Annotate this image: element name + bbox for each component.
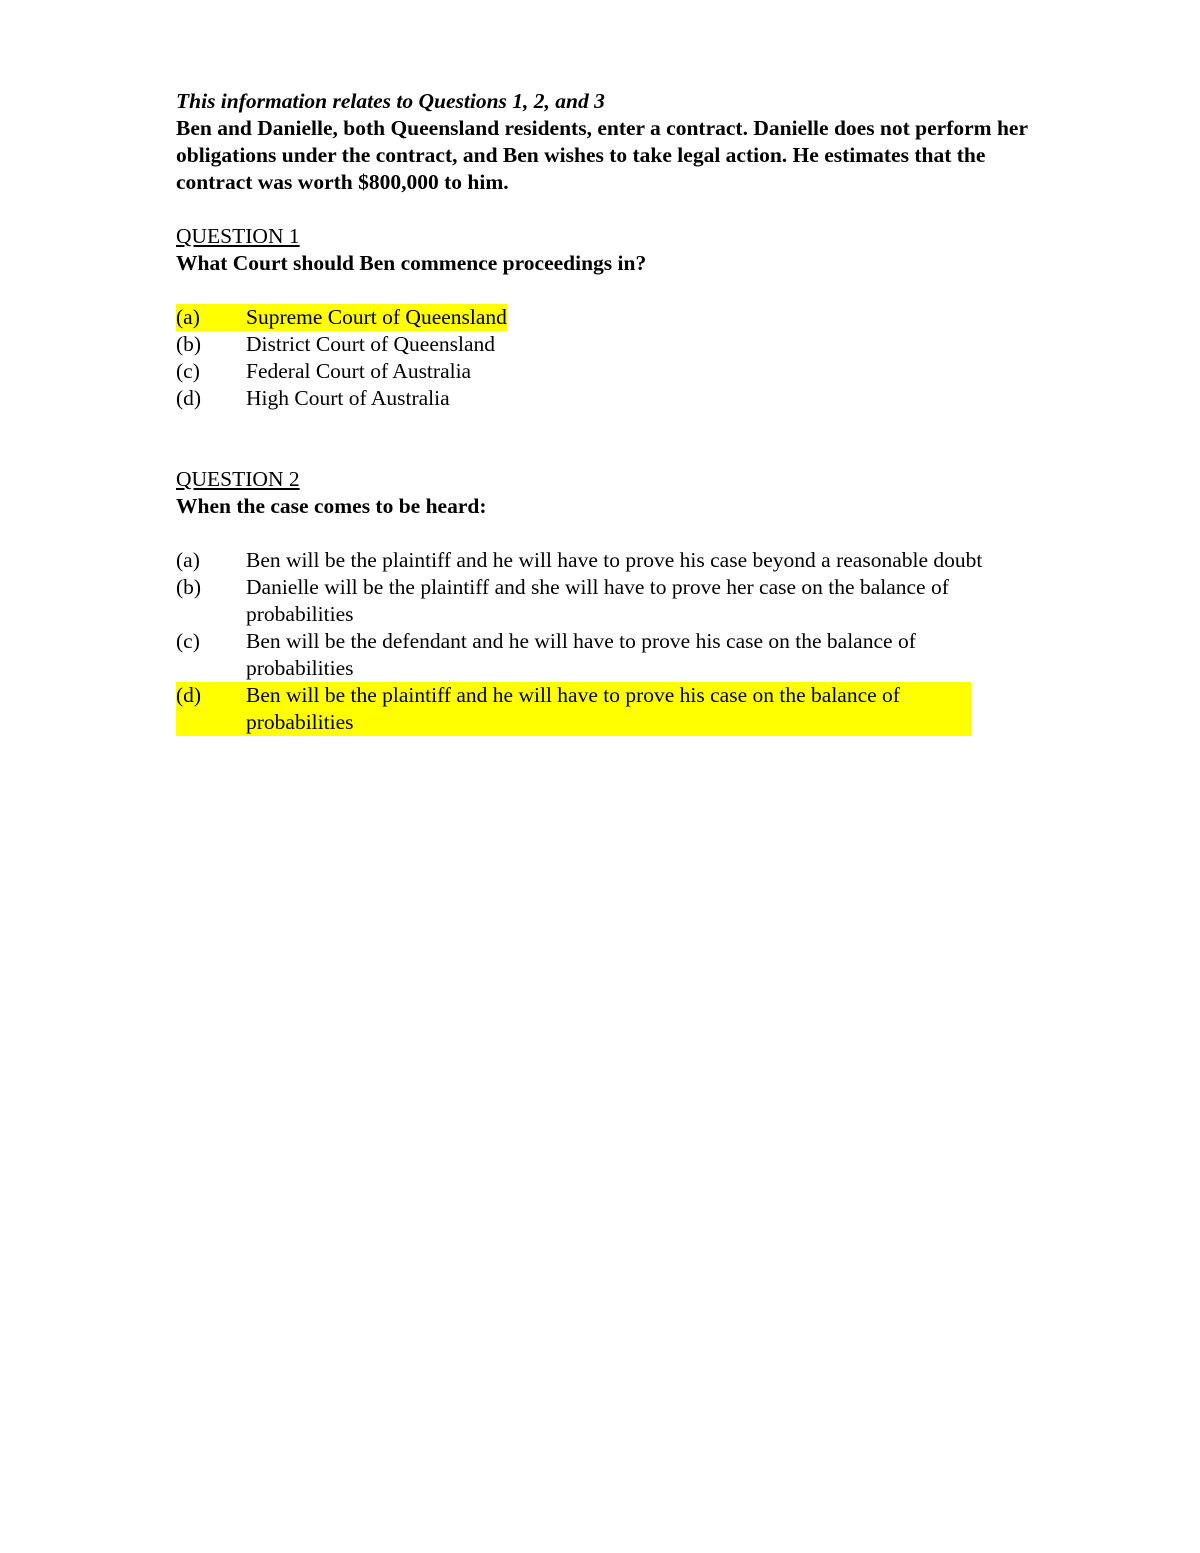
- option-label: (c): [176, 359, 200, 383]
- question-1-text: What Court should Ben commence proceedings in?: [176, 251, 647, 275]
- option-label: (c): [176, 629, 200, 653]
- question-1-option-a: [176, 304, 1036, 331]
- spacer: [176, 277, 1036, 304]
- option-label: (d): [176, 386, 202, 410]
- question-1-option-d: [176, 385, 1036, 412]
- answer-highlight: [176, 304, 507, 331]
- option-text: Federal Court of Australia: [246, 359, 472, 383]
- option-text: Ben will be the defendant and he will have to prove his case on the balance of probabilities: [246, 629, 916, 680]
- question-2: [176, 466, 1036, 736]
- option-text: Supreme Court of Queensland: [246, 305, 507, 329]
- question-2-option-c: [176, 628, 1036, 682]
- question-2-text: When the case comes to be heard:: [176, 494, 487, 518]
- question-1: [176, 223, 1036, 412]
- option-label: (b): [176, 575, 202, 599]
- spacer: [176, 412, 1036, 466]
- answer-highlight: [176, 682, 971, 736]
- option-text: Danielle will be the plaintiff and she will have to prove her case on the balance of probabilities: [246, 575, 949, 626]
- option-text: Ben will be the plaintiff and he will have to prove his case beyond a reasonable doubt: [246, 548, 983, 572]
- question-2-heading: QUESTION 2: [176, 467, 300, 491]
- option-text: Ben will be the plaintiff and he will have to prove his case on the balance of probabilities: [246, 683, 900, 734]
- question-1-option-c: [176, 358, 1036, 385]
- intro-title: This information relates to Questions 1, 2, and 3: [176, 89, 605, 113]
- document-content: [176, 88, 1036, 736]
- option-label: (a): [176, 305, 200, 329]
- option-text: High Court of Australia: [246, 386, 450, 410]
- question-2-option-d: [176, 682, 1036, 736]
- spacer: [176, 520, 1036, 547]
- question-1-option-b: [176, 331, 1036, 358]
- option-text: District Court of Queensland: [246, 332, 495, 356]
- spacer: [176, 196, 1036, 223]
- question-2-option-a: [176, 547, 1036, 574]
- option-label: (a): [176, 548, 200, 572]
- option-label: (b): [176, 332, 202, 356]
- question-1-heading: QUESTION 1: [176, 224, 300, 248]
- option-label: (d): [176, 683, 202, 707]
- question-2-option-b: [176, 574, 1036, 628]
- intro-body: Ben and Danielle, both Queensland residents, enter a contract. Danielle does not perform her obligations under the contract, and Ben wishes to take legal action. He estimates that the contract was worth $800,000 to him.: [176, 116, 1028, 194]
